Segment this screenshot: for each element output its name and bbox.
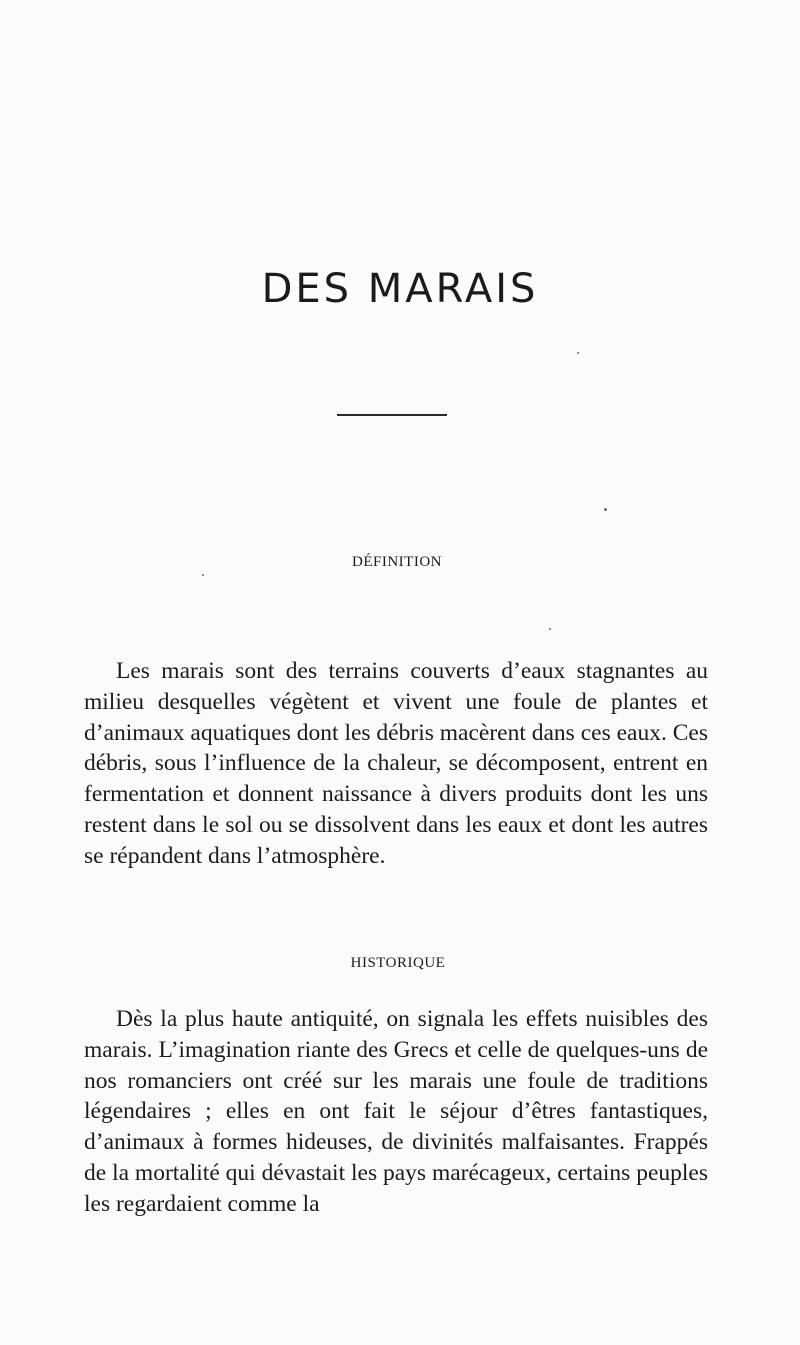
section-heading-definition: DÉFINITION	[352, 554, 442, 570]
title-divider	[337, 414, 447, 416]
paper-speck	[202, 574, 204, 576]
paper-speck	[549, 628, 551, 630]
page-title: DES MARAIS	[261, 266, 539, 312]
paper-speck	[604, 508, 607, 511]
paper-speck	[577, 352, 579, 354]
paragraph-definition: Les marais sont des terrains couverts d’eaux stagnantes au milieu desquelles végètent et vivent une foule de plantes et d’animaux aquatiques dont les débris macèrent dans ces eaux. Ces débris, sous l’influence de la chaleur, se décomposent, entrent en fermentation et donnent naissance à divers produits dont les uns restent dans le sol ou se dissolvent dans les eaux et dont les autres se répandent dans l’atmosphère.	[84, 658, 708, 869]
section-heading-historique: HISTORIQUE	[350, 955, 446, 971]
paragraph-historique: Dès la plus haute antiquité, on signala les effets nuisibles des marais. L’imagination riante des Grecs et celle de quelques-uns de nos romanciers ont créé sur les marais une foule de traditions légendaires ; elles en ont fait le séjour d’êtres fantastiques, d’animaux à formes hideuses, de divinités malfaisantes. Frappés de la mortalité qui dévastait les pays marécageux, certains peuples les regardaient comme la	[84, 1006, 708, 1217]
